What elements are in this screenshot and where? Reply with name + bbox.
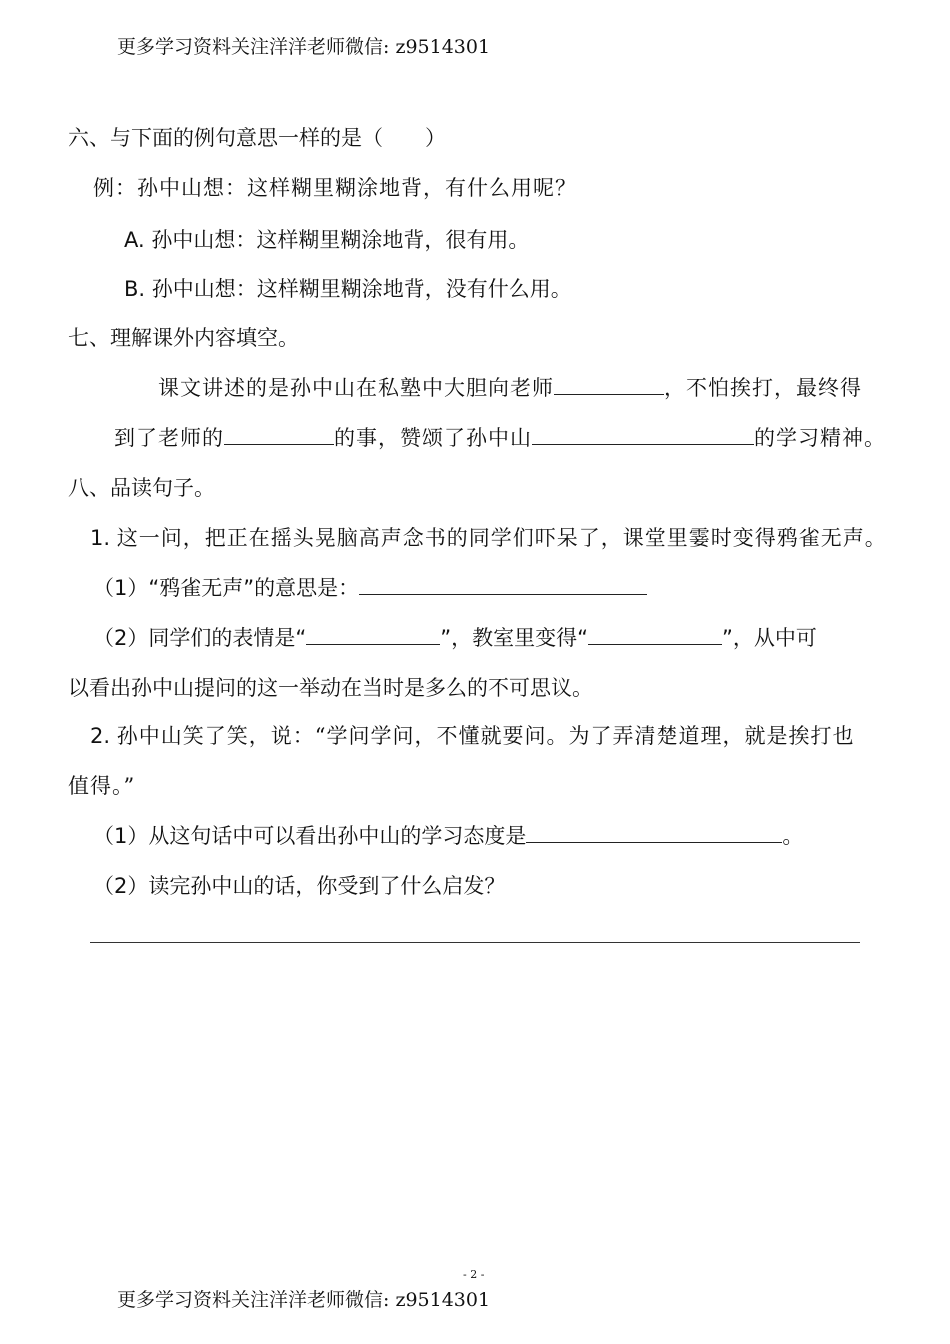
q8-s2-q1-blank[interactable] <box>526 824 782 843</box>
q8-s1-question-1 <box>93 573 647 603</box>
q8-s2-number: 2. <box>90 724 111 748</box>
q6-example: 例：孙中山想：这样糊里糊涂地背，有什么用呢？ <box>93 176 577 200</box>
q7-line1 <box>158 373 862 403</box>
q7-line2-text-b: 的事，赞颂了孙中山 <box>334 426 532 450</box>
q7-line2-text-a: 到了老师的 <box>114 426 224 450</box>
q7-line1-text-b: ，不怕挨打，最终得 <box>664 376 862 400</box>
q8-s1-q1-text: （1）“鸦雀无声”的意思是： <box>93 576 360 600</box>
q8-s2-question-1 <box>93 821 803 851</box>
q7-title: 七、理解课外内容填空。 <box>68 326 299 350</box>
q8-sentence-1 <box>90 523 887 553</box>
q8-s1-number: 1. <box>90 526 111 550</box>
q8-s1-q2-blank-2[interactable] <box>588 626 722 645</box>
q7-blank-3[interactable] <box>532 426 754 445</box>
q8-s2-question-2: （2）读完孙中山的话，你受到了什么启发？ <box>93 874 506 898</box>
q8-s2-q1-text-a: （1）从这句话中可以看出孙中山的学习态度是 <box>93 824 527 848</box>
q8-s1-question-2 <box>93 623 817 653</box>
q6-option-a: A. 孙中山想：这样糊里糊涂地背，很有用。 <box>124 228 530 252</box>
q8-s2-text-continuation: 值得。” <box>68 774 136 798</box>
q8-s1-q2-text-c: ”，从中可 <box>722 626 817 650</box>
q8-s1-q2-text-a: （2）同学们的表情是“ <box>93 626 307 650</box>
q8-sentence-2 <box>90 721 854 751</box>
page-number: - 2 - <box>463 1268 485 1281</box>
q7-line2-text-c: 的学习精神。 <box>754 426 886 450</box>
q8-s2-text: 孙中山笑了笑，说：“学问学问，不懂就要问。为了弄清楚道理，就是挨打也 <box>116 724 855 748</box>
q8-s1-q2-text-b: ”，教室里变得“ <box>440 626 589 650</box>
page-footer: 更多学习资料关注洋洋老师微信: z9514301 <box>117 1289 491 1311</box>
q8-s1-q2-continuation: 以看出孙中山提问的这一举动在当时是多么的不可思议。 <box>68 676 593 700</box>
q6-option-b: B. 孙中山想：这样糊里糊涂地背，没有什么用。 <box>124 277 572 301</box>
q8-s2-answer-line[interactable] <box>90 942 860 943</box>
q8-s1-q2-blank-1[interactable] <box>306 626 440 645</box>
page-header: 更多学习资料关注洋洋老师微信: z9514301 <box>117 36 491 58</box>
q8-s1-text: 这一问，把正在摇头晃脑高声念书的同学们吓呆了，课堂里霎时变得鸦雀无声。 <box>116 526 887 550</box>
q7-blank-2[interactable] <box>224 426 334 445</box>
q8-title: 八、品读句子。 <box>68 476 215 500</box>
q7-line2 <box>114 423 886 453</box>
q8-s1-q1-blank[interactable] <box>359 576 647 595</box>
q6-title: 六、与下面的例句意思一样的是（ ） <box>68 126 446 150</box>
q7-blank-1[interactable] <box>554 376 664 395</box>
q7-line1-text-a: 课文讲述的是孙中山在私塾中大胆向老师 <box>158 376 554 400</box>
q8-s2-q1-text-b: 。 <box>782 824 804 848</box>
